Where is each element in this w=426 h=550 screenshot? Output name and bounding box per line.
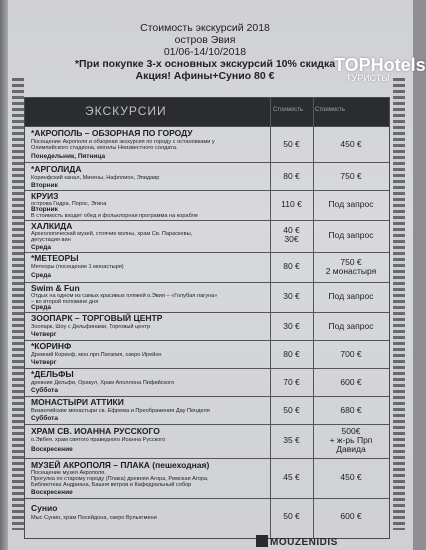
price-2: Под запрос <box>328 230 374 240</box>
price-2: 750 € <box>340 171 362 181</box>
excursion-desc: Отдых на одном из самых красивых пляжей о.Эвия – «Голубая лагуна» – во второй половине дня <box>31 293 218 306</box>
excursion-name: *МЕТЕОРЫ <box>31 253 79 263</box>
price-2: Под запрос <box>328 321 374 331</box>
page-fold-shadow <box>0 0 8 550</box>
excursion-name: КРУИЗ <box>31 191 59 201</box>
brand-name: MOUZENIDIS <box>270 537 338 548</box>
excursion-days: Понедельник, Пятница <box>31 153 106 160</box>
header-dates: 01/06-14/10/2018 <box>163 46 247 58</box>
price-1: 40 € 30€ <box>283 225 300 244</box>
table-row <box>25 498 389 537</box>
excursion-desc: Коринфский канал, Микены, Нафплион, Эпидавр <box>31 175 160 181</box>
table-row <box>25 396 389 425</box>
excursion-days: Вторник <box>31 206 58 213</box>
excursion-desc: Посещение Акрополя и обзорная экскурсия по городу с остановками у Олимпийского стадиона, могилы Неизвестного солдата. <box>31 139 215 152</box>
price-1: 50 € <box>283 511 300 521</box>
price-1: 35 € <box>283 435 300 445</box>
header-price-2: Стоимость <box>315 107 346 113</box>
table-row <box>25 340 389 369</box>
excursion-name: *КОРИНФ <box>31 341 72 351</box>
excursion-days: Четверг <box>31 331 57 338</box>
price-1: 70 € <box>283 377 300 387</box>
table-row <box>25 252 389 283</box>
brand-logo-icon <box>256 535 268 547</box>
excursions-table <box>24 97 390 539</box>
excursion-name: Сунио <box>31 503 58 513</box>
header-excursions: ЭКСКУРСИИ <box>85 104 167 118</box>
excursion-desc: Посещение музея Акрополя. Прогулка по старому городу (Плака) древняя Агора, Римская Агора, Библиотека Андриана, Башня ветров и Кафедральный собор <box>31 470 209 489</box>
excursion-desc: Византийские монастыри св. Ефрема и Преображения Дау Пенделя <box>31 408 210 414</box>
excursion-desc: Метеоры (посещение 1 монастыря) <box>31 264 124 270</box>
excursion-days: Воскресение <box>31 446 73 453</box>
excursion-name: *АКРОПОЛЬ – ОБЗОРНАЯ ПО ГОРОДУ <box>31 128 193 138</box>
table-row <box>25 190 389 221</box>
excursion-days: Вторник <box>31 182 58 189</box>
table-row <box>25 126 389 163</box>
price-1: 110 € <box>281 199 302 209</box>
table-row <box>25 458 389 499</box>
excursion-name: МУЗЕЙ АКРОПОЛЯ – ПЛАКА (пешеходная) <box>31 460 210 470</box>
excursion-name: ХАЛКИДА <box>31 221 73 231</box>
excursion-name: Swim & Fun <box>31 283 80 293</box>
price-1: 80 € <box>283 261 300 271</box>
table-row <box>25 424 389 459</box>
header-island: остров Эвия <box>174 34 236 46</box>
price-1: 30 € <box>283 291 300 301</box>
greek-key-border-right <box>393 78 405 530</box>
table-row <box>25 162 389 191</box>
price-2: 680 € <box>340 405 362 415</box>
excursion-name: *ДЕЛЬФЫ <box>31 369 74 379</box>
price-1: 50 € <box>283 139 300 149</box>
price-1: 50 € <box>283 405 300 415</box>
excursion-days: Суббота <box>31 387 58 394</box>
price-1: 30 € <box>283 321 300 331</box>
excursion-name: ЗООПАРК – ТОРГОВЫЙ ЦЕНТР <box>31 313 163 323</box>
price-2: Под запрос <box>328 291 374 301</box>
excursion-name: ХРАМ СВ. ИОАННА РУССКОГО <box>31 426 160 436</box>
price-2: 750 € 2 монастыря <box>325 257 377 276</box>
price-2: 600 € <box>340 511 362 521</box>
price-1: 80 € <box>283 349 300 359</box>
greek-key-border-left <box>12 78 24 530</box>
excursion-days: Среда <box>31 272 52 279</box>
excursion-desc: о.Эвбея. храм святого праведного Иоанна Русского <box>31 437 166 443</box>
price-2: 500€ + ж-рь Прп Давида <box>329 426 373 454</box>
excursion-name: МОНАСТЫРИ АТТИКИ <box>31 397 124 407</box>
excursion-desc: древние Дельфи, Оракул, Храм Аполлона Пифийского <box>31 380 175 386</box>
header-discount: *При покупке 3-х основных экскурсий 10% скидка <box>74 58 336 70</box>
excursion-days: Среда <box>31 244 52 251</box>
excursion-days: Суббота <box>31 415 58 422</box>
excursion-days: Воскресение <box>31 489 73 496</box>
watermark-logo: TOPHotels <box>334 55 426 75</box>
price-2: 600 € <box>340 377 362 387</box>
header-promo: Акция! Афины+Сунио 80 € <box>135 70 275 82</box>
price-2: 450 € <box>340 472 362 482</box>
header-title: Стоимость экскурсий 2018 <box>140 22 270 34</box>
excursion-desc: острова Гидра, Порос, Эгина В стоимость входит обед и фольклорная программа на корабле <box>31 201 198 220</box>
excursion-name: *АРГОЛИДА <box>31 164 82 174</box>
table-row <box>25 282 389 313</box>
price-1: 80 € <box>283 171 300 181</box>
table-header <box>25 98 389 127</box>
excursion-desc: Зоопарк, Шоу с Дельфинами, Торговый центр <box>31 324 151 330</box>
price-1: 45 € <box>283 472 300 482</box>
excursion-desc: Мыс Сунио, храм Посейдона, озеро Вульягмени <box>31 515 157 521</box>
watermark-subtitle: ТУРИСТЫ <box>346 73 390 83</box>
table-row <box>25 312 389 341</box>
excursion-desc: Археологический музей, стоячие волны, храм Св. Параскевы, дегустация вин <box>31 231 193 244</box>
excursion-desc: Древний Коринф, мон.прп.Патапия, озеро Ирейон <box>31 352 162 358</box>
price-2: 450 € <box>340 139 362 149</box>
table-row <box>25 368 389 397</box>
price-2: Под запрос <box>328 199 374 209</box>
table-row <box>25 220 389 253</box>
excursion-days: Четверг <box>31 359 57 366</box>
price-2: 700 € <box>340 349 362 359</box>
excursion-days: Среда <box>31 304 52 311</box>
header-price-1: Стоимость <box>273 107 304 113</box>
document-header <box>40 22 370 82</box>
